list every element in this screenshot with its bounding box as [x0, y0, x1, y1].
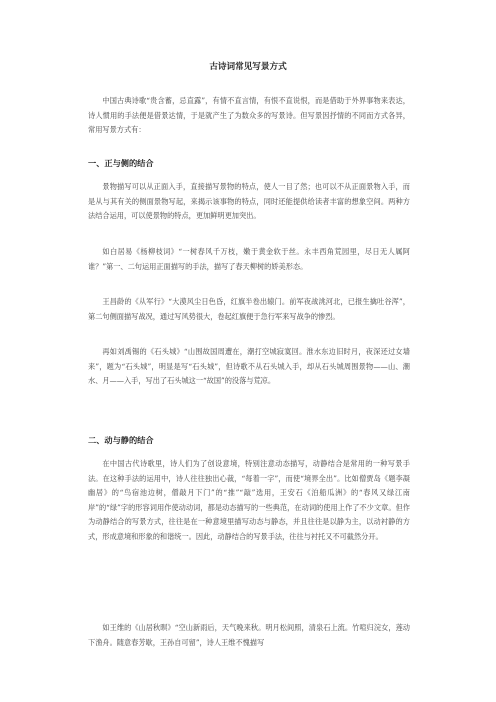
- section-2-paragraph-2: 如王维的《山居秋暝》“空山新雨后，天气晚来秋。明月松间照，清泉石上流。竹喧归浣女，莲动下渔舟。随意春芳歇，王孙自可留”，诗人王维不愧描写: [88, 623, 410, 647]
- document-title: 古诗词常见写景方式: [209, 62, 287, 72]
- section-heading-1: 一、正与侧的结合: [88, 158, 154, 168]
- intro-paragraph: 中国古典诗歌“贵含蓄，忌直露”，有情不直言情，有恨不直说恨，而是借助于外界事物来表达，诗人惯用的手法便是借景达情，于是就产生了为数众多的写景诗。但写景因抒情的不同而方式各异，常用写景方式有：: [88, 96, 410, 135]
- section-1-paragraph-1: 景物描写可以从正面入手，直接描写景物的特点，使人一目了然；也可以不从正面景物入手，而是从与其有关的侧面景物写起，来揭示该事物的特点，同时还能提供给读者丰富的想象空间。两种方法结合运用，可以使景物的特点，更加鲜明更加突出。: [88, 182, 410, 221]
- section-1-paragraph-2: 如白居易《杨柳枝词》“一树春风千万枝，嫩于黄金软于丝。永丰西角荒园里，尽日无人属阿谁？”第一、二句运用正面描写的手法，描写了春天柳树的娇美形态。: [88, 247, 410, 271]
- section-2-paragraph-1: 在中国古代诗歌里，诗人们为了创设意境，特别注意动态描写，动静结合是常用的一种写景手法。在这种手法的运用中，诗人往往独出心裁，“每着一字”，而使“境界全出”。比如僧贾岛《题李凝幽居》的“鸟宿池边树，僧敲月下门”的“推”“敲”选用，王安石《泊船瓜洲》的“春风又绿江南岸”的“绿”字的形容词用作使动动词，都是动态描写的一些典范，在动词的使用上作了不少文章。但作为动静结合的写景方式，往往是在一种意境里描写动态与静态，并且往往是以静为主，以动衬静的方式，形成意境和形象的和谐统一。因此，动静结合的写景手法，往往与衬托又不可截然分开。: [88, 459, 410, 541]
- section-heading-2: 二、动与静的结合: [88, 435, 154, 445]
- section-1-paragraph-4: 再如刘禹锡的《石头城》“山围故国周遭在，潮打空城寂寞回。淮水东边旧时月，夜深还过女墙来”，题为“石头城”，明显是写“石头城”，但诗歌不从石头城入手，却从石头城周围景物——山、潮水、月——入手，写出了石头城这一“故国”的没落与荒凉。: [88, 347, 410, 386]
- section-1-paragraph-3: 王昌龄的《从军行》“大漠风尘日色昏，红旗半卷出辕门。前军夜战洮河北，已报生擒吐谷浑”，第二句侧面描写战况，通过写风势很大，卷起红旗便于急行军来写战争的惨烈。: [88, 297, 410, 321]
